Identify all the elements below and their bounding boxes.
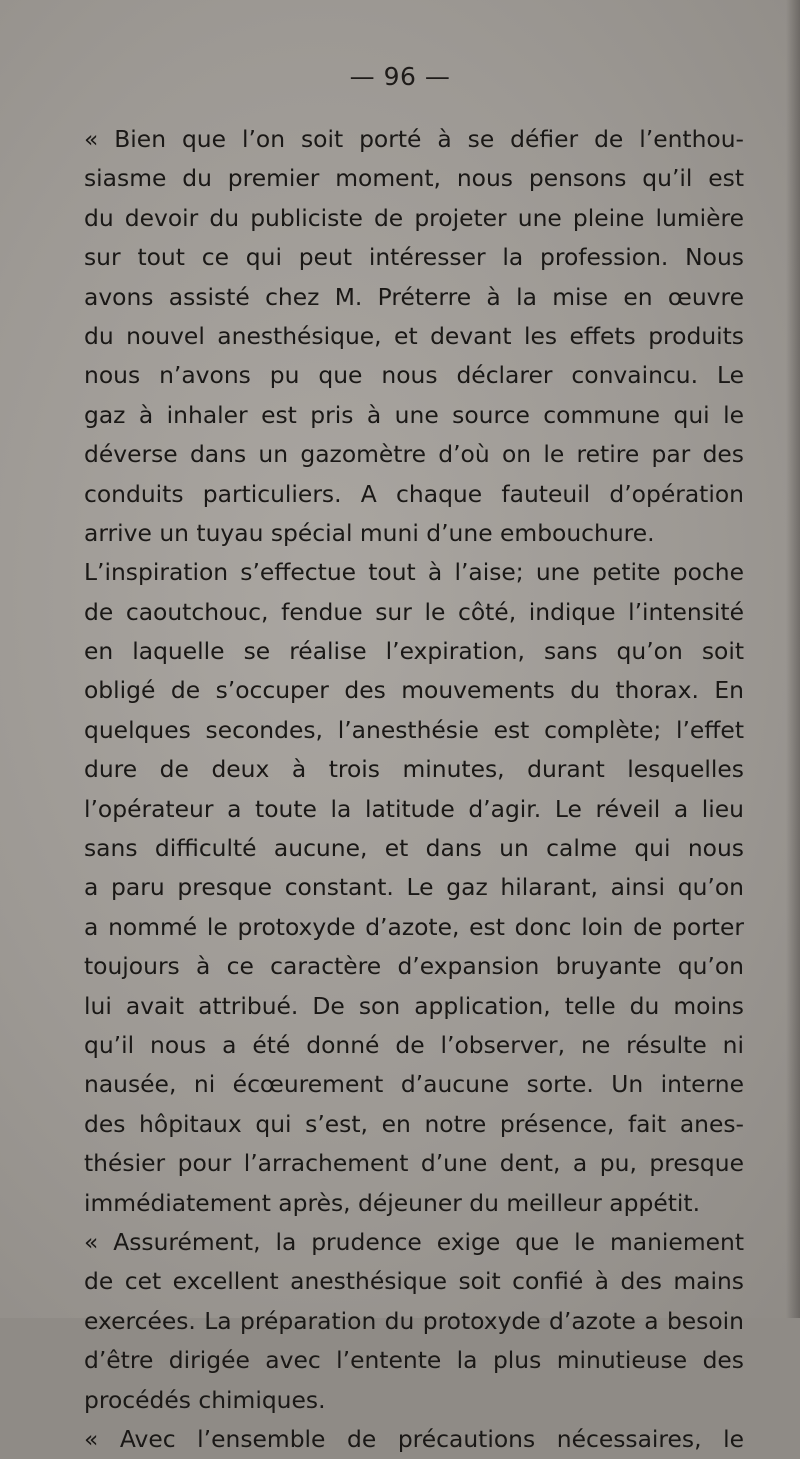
text-line: toujours à ce caractère d’expansion bruyante qu’on [84,952,744,981]
text-line: arrive un tuyau spécial muni d’une embouchure. [84,518,655,547]
text-line: L’inspiration s’effectue tout à l’aise; une petite poche [84,558,744,587]
text-line: dure de deux à trois minutes, durant lesquelles [84,755,744,784]
text-line: qu’il nous a été donné de l’observer, ne résulte ni [84,1030,744,1059]
text-line: « Assurément, la prudence exige que le maniement [84,1227,744,1256]
text-line: quelques secondes, l’anesthésie est complète; l’effet [84,715,744,744]
text-line: obligé de s’occuper des mouvements du thorax. En [84,676,744,705]
text-line: de caoutchouc, fendue sur le côté, indique l’intensité [84,597,744,626]
text-line: du devoir du publiciste de projeter une pleine lumière [84,203,744,232]
text-line: a paru presque constant. Le gaz hilarant, ainsi qu’on [84,873,744,902]
text-line: gaz à inhaler est pris à une source commune qui le [84,400,744,429]
text-line: siasme du premier moment, nous pensons qu’il est [84,164,744,193]
text-line: immédiatement après, déjeuner du meilleur appétit. [84,1188,701,1217]
text-line: des hôpitaux qui s’est, en notre présence, fait anes- [84,1109,744,1138]
text-line: sur tout ce qui peut intéresser la profession. Nous [84,243,744,272]
text-line: avons assisté chez M. Préterre à la mise en œuvre [84,282,744,311]
text-line: l’opérateur a toute la latitude d’agir. Le réveil a lieu [84,794,744,823]
text-line: nous n’avons pu que nous déclarer convaincu. Le [84,361,744,390]
text-line: conduits particuliers. A chaque fauteuil d’opération [84,479,744,508]
text-line: nausée, ni écœurement d’aucune sorte. Un interne [84,1070,744,1099]
text-line: d’être dirigée avec l’entente la plus minutieuse des [84,1346,744,1375]
text-line: de cet excellent anesthésique soit confié à des mains [84,1267,744,1296]
text-line: « Avec l’ensemble de précautions nécessaires, le [84,1424,744,1453]
page-number: — 96 — [349,62,451,91]
text-line: exercées. La préparation du protoxyde d’azote a besoin [84,1306,744,1335]
text-line: lui avait attribué. De son application, telle du moins [84,991,744,1020]
body-text [84,120,744,1459]
page-edge-shadow [786,0,800,1318]
text-line: « Bien que l’on soit porté à se défier de l’enthou- [84,125,744,153]
text-line: du nouvel anesthésique, et devant les effets produits [84,321,744,350]
text-line: en laquelle se réalise l’expiration, sans qu’on soit [84,637,744,666]
text-line: déverse dans un gazomètre d’où on le retire par des [84,440,744,469]
text-line: a nommé le protoxyde d’azote, est donc loin de porter [84,912,744,941]
text-line: sans difficulté aucune, et dans un calme qui nous [84,834,744,863]
text-line: procédés chimiques. [84,1385,326,1414]
text-line: thésier pour l’arrachement d’une dent, a pu, presque [84,1149,744,1178]
